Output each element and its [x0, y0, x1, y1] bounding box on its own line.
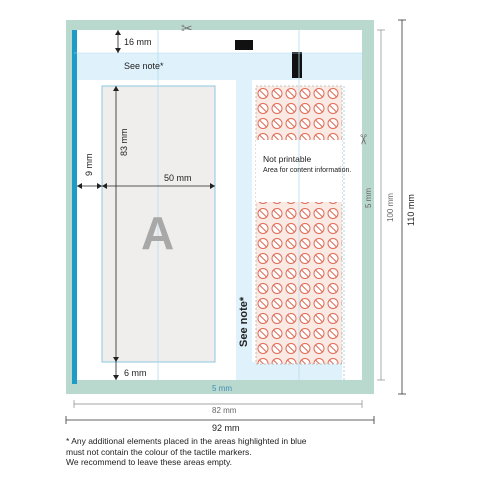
footnote-line: must not contain the colour of the tactile markers.	[66, 446, 252, 457]
scissors-icon: ✂	[181, 20, 193, 36]
card-letter-a: A	[141, 207, 175, 259]
label-not-printable: Not printable	[263, 154, 312, 164]
blue-strip-bottom	[252, 362, 342, 380]
label-16mm: 16 mm	[124, 37, 152, 47]
label-9mm: 9 mm	[84, 153, 94, 176]
footnote	[66, 436, 307, 468]
label-5mm-bottom: 5 mm	[212, 384, 232, 393]
label-50mm: 50 mm	[164, 173, 192, 183]
label-6mm: 6 mm	[124, 368, 147, 378]
label-see-note-vertical: See note*	[238, 296, 250, 347]
label-82mm: 82 mm	[212, 406, 237, 415]
label-5mm-right: 5 mm	[364, 188, 373, 208]
label-content-area: Area for content information.	[263, 167, 352, 174]
marker-top	[235, 40, 253, 50]
label-100mm: 100 mm	[386, 193, 395, 222]
label-see-note-horizontal: See note*	[124, 61, 164, 71]
label-92mm: 92 mm	[212, 423, 240, 433]
blue-band-horizontal	[76, 53, 362, 80]
scissors-icon: ✂	[355, 133, 372, 146]
label-110mm: 110 mm	[406, 194, 416, 226]
tactile-bar	[72, 30, 77, 384]
footnote-line: * Any additional elements placed in the areas highlighted in blue	[66, 436, 307, 446]
marker-right	[292, 52, 302, 78]
label-83mm: 83 mm	[119, 128, 129, 156]
footnote-line: We recommend to leave these areas empty.	[66, 457, 232, 467]
